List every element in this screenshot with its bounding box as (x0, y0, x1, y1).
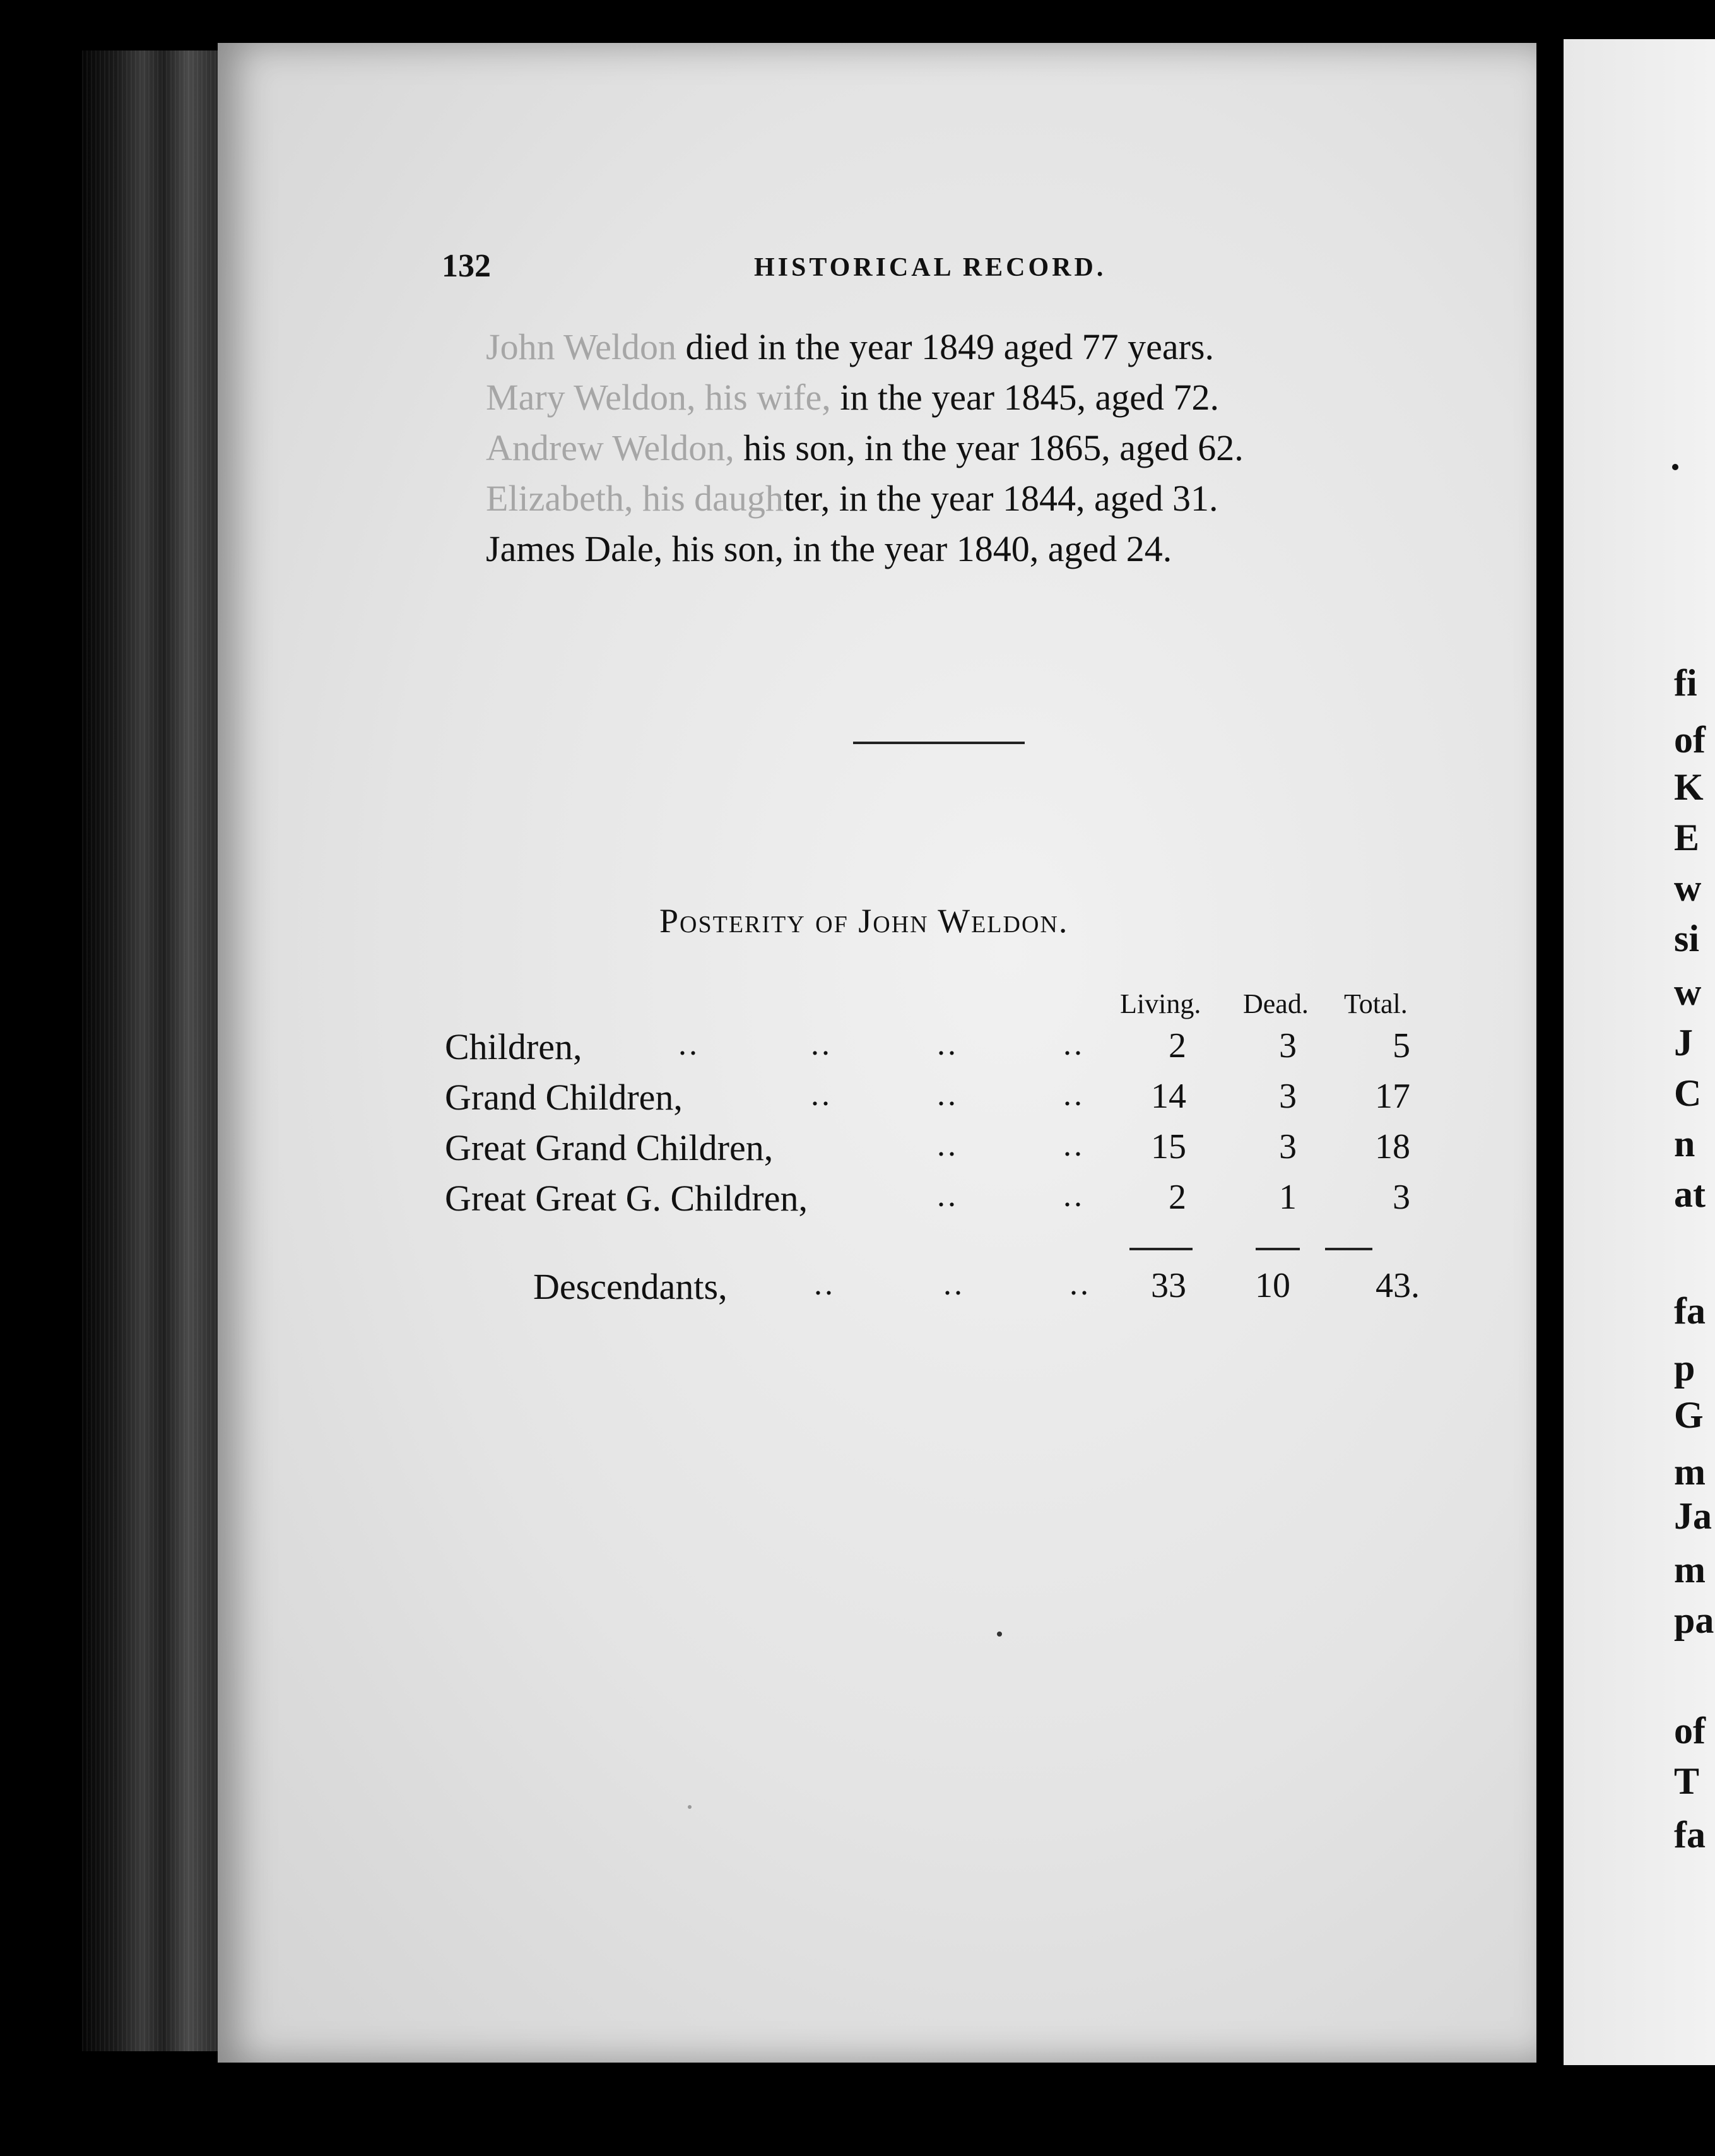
table-row (445, 1076, 1454, 1127)
record-line (486, 473, 1244, 524)
summary-label: Descendants, (533, 1266, 728, 1307)
dead-total: 10 (1255, 1266, 1290, 1305)
adjacent-page-fragment: n (1674, 1123, 1695, 1164)
column-header-living: Living. (1120, 988, 1201, 1019)
adjacent-page-edge (1564, 39, 1715, 2065)
record-text: James Dale, his son, in the year 1840, aged 24. (486, 528, 1172, 569)
adjacent-page-fragment: w (1674, 971, 1702, 1013)
living-value: 2 (1169, 1026, 1186, 1065)
record-text: his son, in the year 1865, aged 62. (734, 427, 1244, 468)
record-text: in the year 1845, aged 72. (830, 377, 1220, 418)
adjacent-page-fragment: fa (1674, 1814, 1706, 1856)
dot-leader: .. (814, 1266, 835, 1302)
adjacent-page-fragment: C (1674, 1072, 1702, 1114)
dot-leader: .. (937, 1077, 958, 1113)
adjacent-page-fragment: p (1674, 1347, 1695, 1389)
dot-leader: .. (937, 1127, 958, 1163)
record-faded-text: Andrew Weldon, (486, 427, 734, 468)
total-value: 17 (1375, 1077, 1410, 1116)
dot-leader: .. (1063, 1077, 1085, 1113)
dot-leader: .. (678, 1026, 700, 1062)
record-faded-text: Elizabeth, his daugh (486, 478, 784, 519)
dead-value: 1 (1279, 1178, 1297, 1217)
adjacent-page-fragment: K (1674, 766, 1704, 808)
sum-rule-living (1129, 1248, 1193, 1250)
adjacent-page-fragment: G (1674, 1394, 1704, 1436)
living-value: 2 (1169, 1178, 1186, 1217)
adjacent-page-fragment: Ja (1674, 1495, 1712, 1537)
running-head (442, 247, 1514, 292)
page-number: 132 (442, 248, 491, 284)
table-row (445, 1177, 1454, 1228)
dot-leader: .. (811, 1077, 832, 1113)
total-value: 3 (1393, 1178, 1410, 1217)
dot-leader: .. (937, 1026, 958, 1062)
table-summary-row (445, 1265, 1454, 1316)
column-header-dead: Dead. (1243, 988, 1309, 1019)
row-label: Grand Children, (445, 1077, 683, 1118)
record-line (486, 322, 1244, 372)
scan-speck (1672, 464, 1678, 470)
posterity-table (445, 975, 1454, 1329)
adjacent-page-fragment: J (1674, 1022, 1693, 1063)
adjacent-page-fragment: si (1674, 918, 1700, 959)
scan-speck (997, 1632, 1002, 1637)
dot-leader: .. (1063, 1127, 1085, 1163)
dot-leader: .. (811, 1026, 832, 1062)
dot-leader: .. (1063, 1026, 1085, 1062)
death-records (486, 322, 1244, 574)
dead-value: 3 (1279, 1026, 1297, 1065)
record-faded-text: Mary Weldon, his wife, (486, 377, 831, 418)
dead-value: 3 (1279, 1127, 1297, 1166)
adjacent-page-fragment: at (1674, 1173, 1706, 1215)
record-line (486, 372, 1244, 423)
column-header-total: Total. (1344, 988, 1408, 1019)
adjacent-page-fragment: pa (1674, 1599, 1714, 1641)
table-row (445, 1026, 1454, 1076)
scan-speck (688, 1805, 692, 1809)
record-text: ter, in the year 1844, aged 31. (783, 478, 1218, 519)
dot-leader: .. (937, 1178, 958, 1214)
row-label: Great Great G. Children, (445, 1178, 808, 1219)
dot-leader: .. (1063, 1178, 1085, 1214)
running-title: HISTORICAL RECORD. (754, 253, 1107, 282)
section-divider (853, 742, 1025, 744)
record-text: died in the year 1849 aged 77 years. (676, 326, 1214, 367)
adjacent-page-fragment: of (1674, 1710, 1706, 1751)
total-value: 18 (1375, 1127, 1410, 1166)
sum-rule-dead (1256, 1248, 1300, 1250)
dot-leader: .. (943, 1266, 965, 1302)
adjacent-page-fragment: w (1674, 867, 1702, 909)
sum-rule-total (1325, 1248, 1372, 1250)
adjacent-page-fragment: E (1674, 817, 1700, 858)
living-total: 33 (1151, 1266, 1186, 1305)
row-label: Great Grand Children, (445, 1127, 774, 1168)
row-label: Children, (445, 1026, 582, 1067)
adjacent-page-fragment: m (1674, 1451, 1706, 1493)
adjacent-page-fragment: m (1674, 1549, 1706, 1590)
living-value: 14 (1151, 1077, 1186, 1116)
record-line (486, 423, 1244, 473)
adjacent-page-fragment: of (1674, 719, 1706, 761)
adjacent-page-fragment: T (1674, 1760, 1700, 1802)
record-line (486, 524, 1244, 574)
section-title: Posterity of John Weldon. (659, 902, 1069, 940)
adjacent-page-fragment: fa (1674, 1290, 1706, 1332)
dead-value: 3 (1279, 1077, 1297, 1116)
book-spine-edge (82, 50, 218, 2051)
grand-total: 43. (1376, 1266, 1420, 1305)
total-value: 5 (1393, 1026, 1410, 1065)
living-value: 15 (1151, 1127, 1186, 1166)
adjacent-page-fragment: fi (1674, 662, 1697, 704)
table-row (445, 1127, 1454, 1177)
record-faded-text: John Weldon (486, 326, 676, 367)
dot-leader: .. (1070, 1266, 1091, 1302)
